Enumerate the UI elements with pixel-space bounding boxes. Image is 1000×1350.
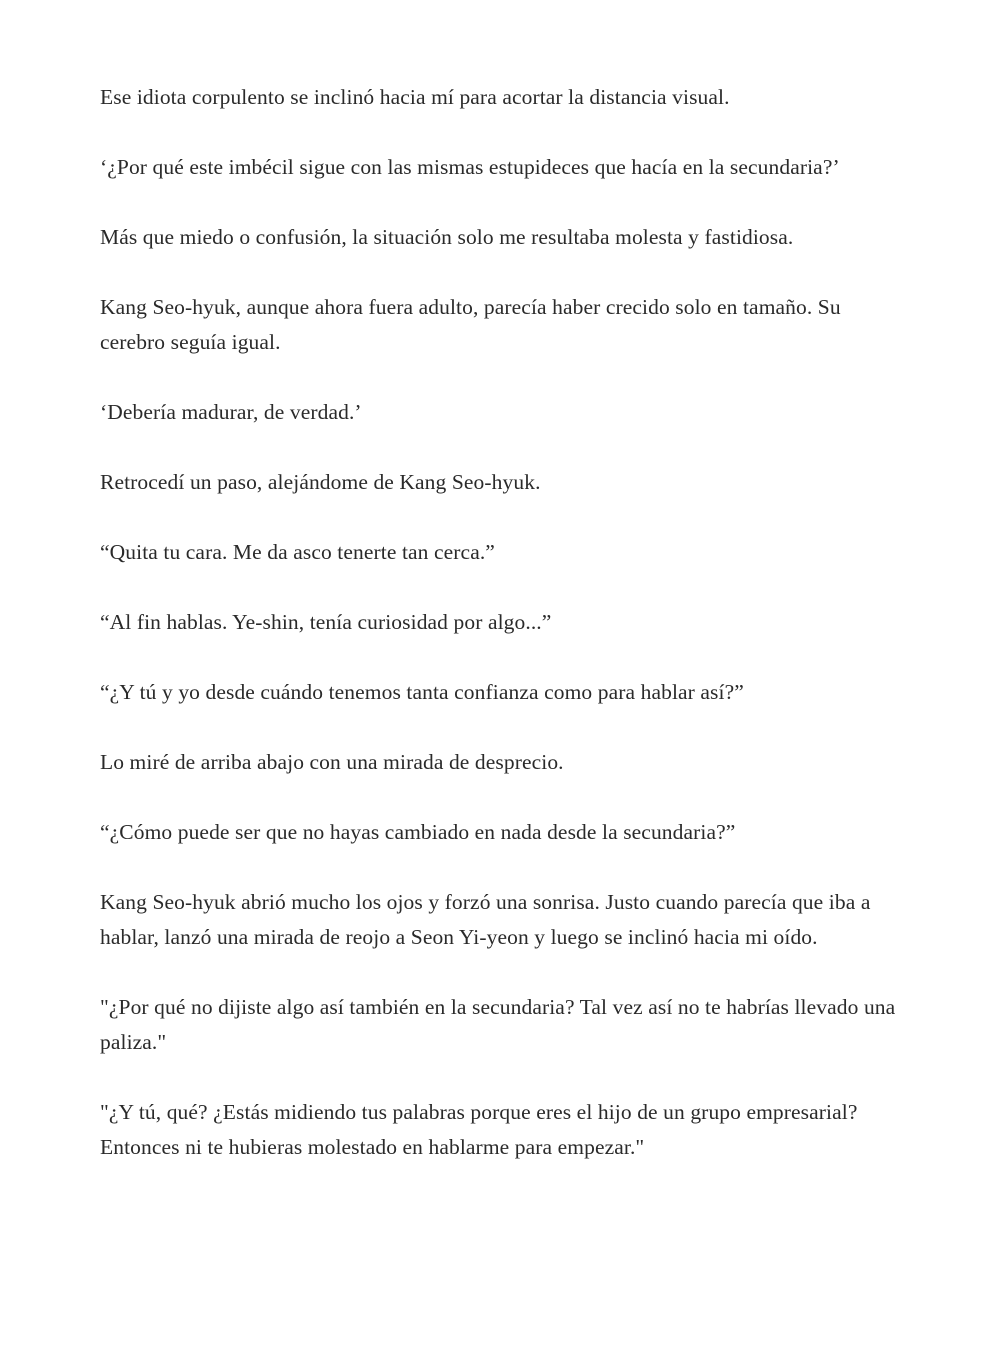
paragraph: Lo miré de arriba abajo con una mirada de desprecio. [100, 750, 564, 774]
paragraph: “¿Cómo puede ser que no hayas cambiado en nada desde la secundaria?” [100, 820, 736, 844]
paragraph: "¿Y tú, qué? ¿Estás midiendo tus palabras porque eres el hijo de un grupo empresarial? Entonces ni te hubieras molestado en hablarme para empezar." [100, 1100, 858, 1159]
paragraph: "¿Por qué no dijiste algo así también en la secundaria? Tal vez así no te habrías llevado una paliza." [100, 995, 896, 1054]
paragraph: Ese idiota corpulento se inclinó hacia mí para acortar la distancia visual. [100, 85, 730, 109]
paragraph: “Quita tu cara. Me da asco tenerte tan cerca.” [100, 540, 495, 564]
paragraph: Más que miedo o confusión, la situación solo me resultaba molesta y fastidiosa. [100, 225, 794, 249]
paragraph: “Al fin hablas. Ye-shin, tenía curiosidad por algo...” [100, 610, 552, 634]
paragraph: Kang Seo-hyuk abrió mucho los ojos y forzó una sonrisa. Justo cuando parecía que iba a hablar, lanzó una mirada de reojo a Seon Yi-yeon y luego se inclinó hacia mi oído. [100, 890, 871, 949]
paragraph: ‘¿Por qué este imbécil sigue con las mismas estupideces que hacía en la secundaria?’ [100, 155, 840, 179]
paragraph: “¿Y tú y yo desde cuándo tenemos tanta confianza como para hablar así?” [100, 680, 744, 704]
paragraph: ‘Debería madurar, de verdad.’ [100, 400, 362, 424]
paragraph: Retrocedí un paso, alejándome de Kang Seo-hyuk. [100, 470, 541, 494]
paragraph: Kang Seo-hyuk, aunque ahora fuera adulto, parecía haber crecido solo en tamaño. Su cerebro seguía igual. [100, 295, 841, 354]
